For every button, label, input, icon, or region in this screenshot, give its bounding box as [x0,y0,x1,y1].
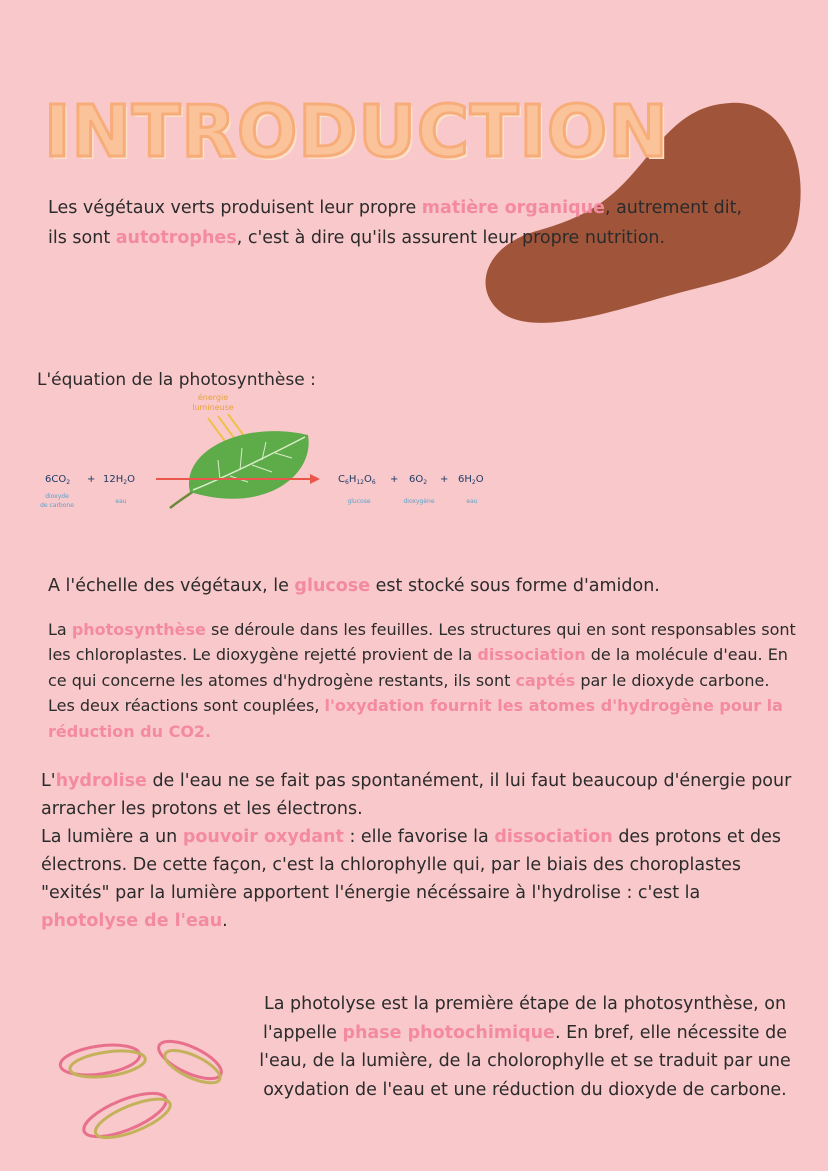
light-label-line2: lumineuse [192,403,234,412]
highlight-dissociation: dissociation [477,645,586,665]
plus-sign-1: + [87,474,96,485]
highlight-glucose: glucose [294,576,371,596]
highlight-photosynthese: photosynthèse [71,620,206,639]
page-title: INTRODUCTION [44,90,669,173]
product-glucose: $C_6H_{12}O_6$ [338,474,376,486]
highlight-autotrophes: autotrophes [115,228,237,248]
light-label-line1: énergie [197,393,229,402]
caption-glucose: glucose [347,498,371,505]
plus-sign-2: + [390,474,399,485]
caption-co2-line1: dioxyde [45,493,69,500]
highlight-dissociation-2: dissociation [494,827,613,847]
caption-co2-line2: de carbone [40,502,74,509]
photosynthesis-paragraph: La photosynthèse se déroule dans les feuilles. Les structures qui en sont responsables sont les chloroplastes. Le dioxygène rejetté provient de la dissociation de la molécule d'eau. En ce qui concerne les atomes d'hydrogène restants, ils sont captés par le dioxyde carbone. Les deux réactions sont couplées, l'oxydation fournit les atomes d'hydrogène pour la réduction du CO2. [48,620,796,741]
caption-water: eau [115,498,127,505]
photochemical-phase-paragraph: La photolyse est la première étape de la photosynthèse, on l'appelle phase photochimique. En bref, elle nécessite de l'eau, de la lumière, de la cholorophylle et se traduit par une oxydation de l'eau et une réduction du dioxyde de carbone. [259,994,791,1100]
highlight-phase-photochimique: phase photochimique [342,1022,555,1043]
intro-paragraph: Les végétaux verts produisent leur propre matière organique, autrement dit, ils sont autotrophes, c'est à dire qu'ils assurent leur propre nutrition. [48,198,743,248]
highlight-pouvoir-oxydant: pouvoir oxydant [182,827,344,847]
caption-dioxygen: dioxygène [403,498,435,505]
highlight-oxydation: l'oxydation fournit les atomes d'hydrogène pour la réduction du CO2. [48,696,783,741]
hydrolise-paragraph: L'hydrolise de l'eau ne se fait pas spontanément, il lui faut beaucoup d'énergie pour arracher les protons et les électrons. La lumière a un pouvoir oxydant : elle favorise la dissociation des protons et des électrons. De cette façon, c'est la chlorophylle qui, par le biais des choroplastes "exités" par la lumière apportent l'énergie nécéssaire à l'hydrolise : c'est la photolyse de l'eau. [41,771,792,931]
product-water: $6H_2O$ [458,474,484,486]
highlight-hydrolise: hydrolise [55,771,147,791]
leaf-icon [170,431,309,508]
photosynthesis-equation-diagram [30,390,510,520]
reactant-water: $12H_2O$ [103,474,135,486]
equation-label: L'équation de la photosynthèse : [37,370,316,390]
glucose-paragraph: A l'échelle des végétaux, le glucose est stocké sous forme d'amidon. [48,576,660,596]
highlight-matiere-organique: matière organique [421,198,605,218]
caption-water-2: eau [466,498,478,505]
highlight-photolyse: photolyse de l'eau [41,911,223,931]
product-dioxygen: $6O_2$ [409,474,428,486]
plus-sign-3: + [440,474,449,485]
reactant-co2: $6CO_2$ [45,474,71,486]
highlight-captes: captés [515,670,576,690]
chloroplast-doodle-icon [55,1035,235,1150]
